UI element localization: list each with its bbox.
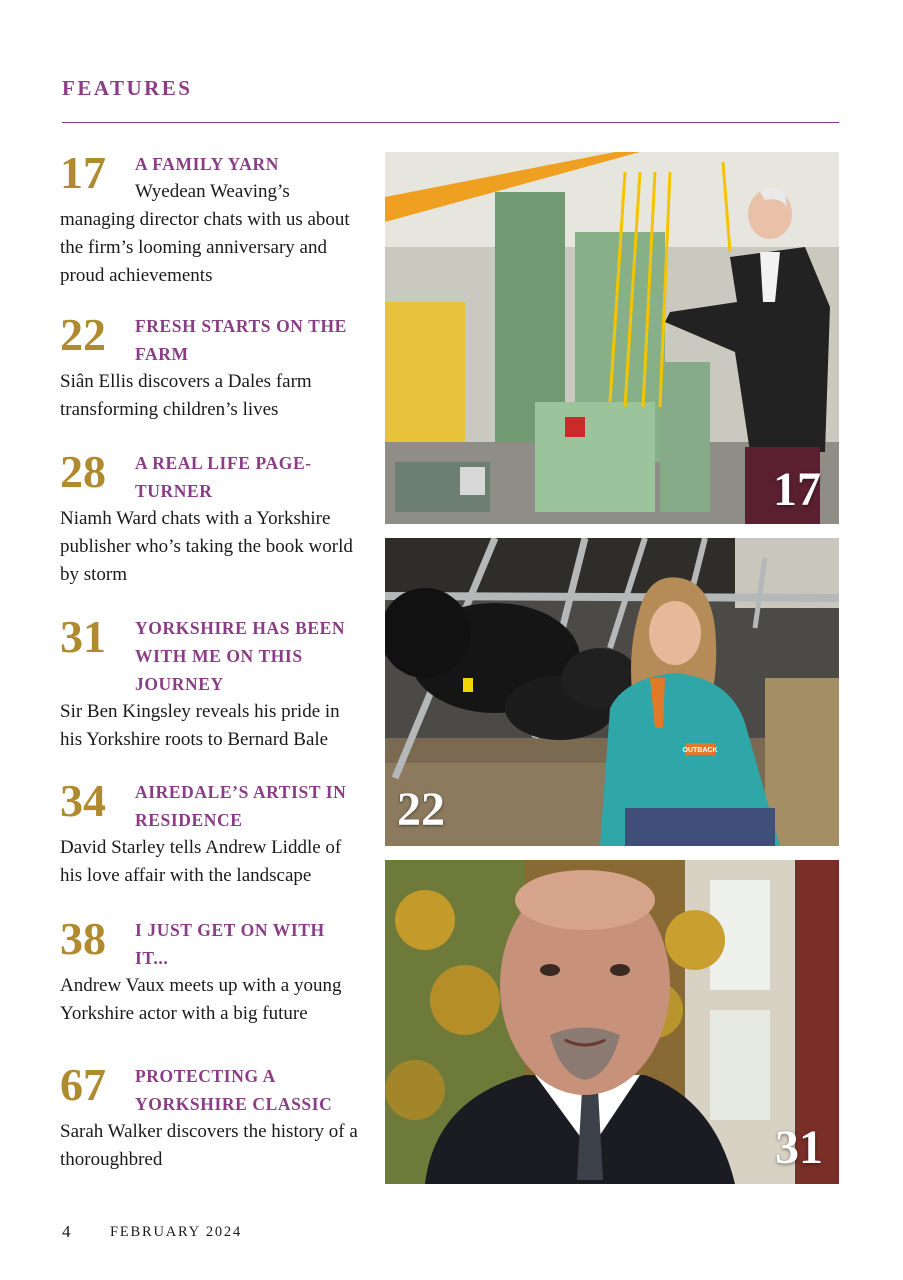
feature-page-number: 67 <box>60 1059 106 1110</box>
page-number: 4 <box>62 1222 71 1241</box>
feature-page-number: 28 <box>60 446 106 497</box>
feature-page-number: 31 <box>60 611 106 662</box>
feature-description: Andrew Vaux meets up with a young Yorkshire actor with a big future <box>60 975 342 1024</box>
feature-item-34[interactable] <box>60 775 360 890</box>
photo-caption-number: 31 <box>775 1121 823 1174</box>
feature-item-67[interactable] <box>60 1059 360 1174</box>
feature-heading: I JUST GET ON WITH IT... <box>135 920 325 968</box>
photo-dairy-farm[interactable] <box>385 538 839 846</box>
feature-item-38[interactable] <box>60 913 360 1028</box>
feature-page-number: 34 <box>60 775 106 826</box>
feature-item-17[interactable] <box>60 147 360 290</box>
jacket-badge-text: OUTBACK <box>682 747 718 754</box>
feature-description: Wyedean Weaving’s managing director chats with us about the firm’s looming anniversary and proud achievements <box>60 181 350 286</box>
feature-page-number: 22 <box>60 309 106 360</box>
feature-item-22[interactable] <box>60 309 360 424</box>
feature-heading: PROTECTING A YORKSHIRE CLASSIC <box>135 1066 333 1114</box>
feature-item-31[interactable] <box>60 611 360 754</box>
issue-date: FEBRUARY 2024 <box>110 1224 243 1240</box>
section-title: FEATURES <box>62 76 193 100</box>
feature-heading: A FAMILY YARN <box>135 154 279 174</box>
feature-page-number: 38 <box>60 913 106 964</box>
feature-description: Sir Ben Kingsley reveals his pride in his Yorkshire roots to Bernard Bale <box>60 701 340 750</box>
photo-ben-kingsley[interactable] <box>385 860 839 1184</box>
feature-heading: FRESH STARTS ON THE FARM <box>135 316 347 364</box>
feature-page-number: 17 <box>60 147 106 198</box>
portrait-illustration <box>385 860 839 1184</box>
cows-and-farmer-illustration <box>385 538 839 846</box>
feature-item-28[interactable] <box>60 446 360 589</box>
feature-description: Siân Ellis discovers a Dales farm transforming children’s lives <box>60 371 312 420</box>
feature-description: Niamh Ward chats with a Yorkshire publisher who’s taking the book world by storm <box>60 508 353 585</box>
feature-heading: A REAL LIFE PAGE-TURNER <box>135 453 312 501</box>
feature-description: Sarah Walker discovers the history of a thoroughbred <box>60 1121 358 1170</box>
photo-caption-number: 17 <box>773 463 821 516</box>
photo-weaving-factory[interactable] <box>385 152 839 524</box>
section-divider <box>62 122 839 123</box>
feature-heading: AIREDALE’S ARTIST IN RESIDENCE <box>135 782 347 830</box>
feature-description: David Starley tells Andrew Liddle of his love affair with the landscape <box>60 837 342 886</box>
feature-heading: YORKSHIRE HAS BEEN WITH ME ON THIS JOURNEY <box>135 618 346 694</box>
photo-caption-number: 22 <box>397 783 445 836</box>
weaving-loom-illustration <box>385 152 839 524</box>
